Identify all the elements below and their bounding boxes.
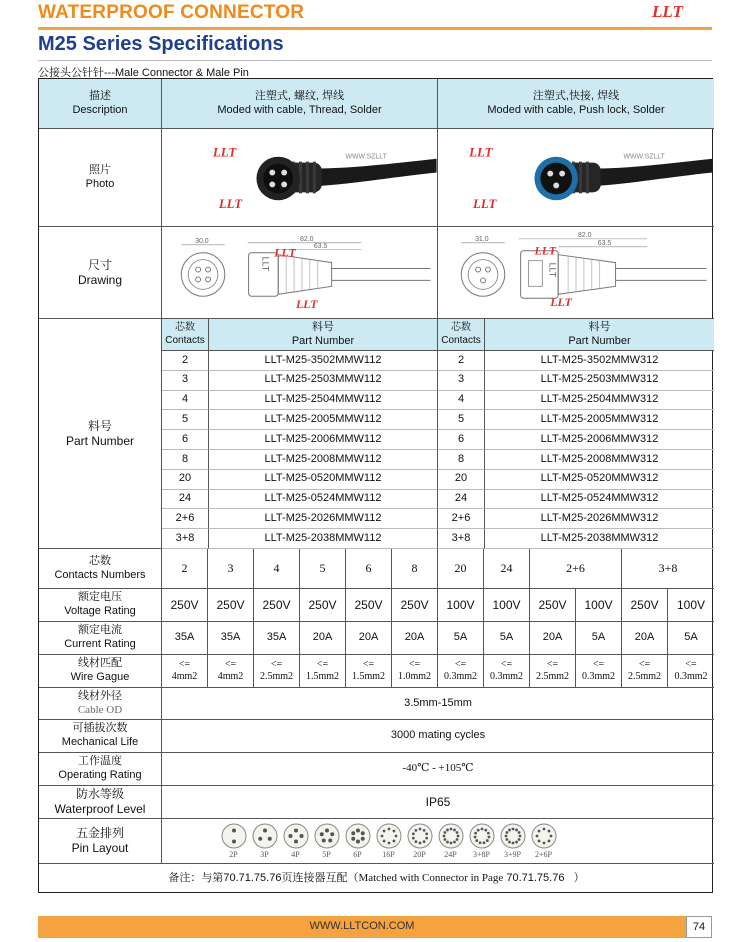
page-number: 74 [686, 916, 712, 938]
voltage-cell: 250V [346, 589, 392, 622]
drawing-pushlock [438, 227, 714, 319]
photo-thread [162, 129, 438, 227]
wire-cell: <= 2.5mm2 [254, 655, 300, 688]
contacts-number-cell: 6 [346, 549, 392, 589]
contacts-number-cell: 3 [208, 549, 254, 589]
part-number-label: 料号 Part Number [39, 319, 162, 549]
wire-cell: <= 4mm2 [208, 655, 254, 688]
wire-cell: <= 1.5mm2 [346, 655, 392, 688]
pin-layout-item [468, 823, 495, 860]
logo-text: LLT [652, 2, 683, 21]
contacts-cell-right: 3 [438, 371, 485, 391]
contacts-number-cell: 5 [300, 549, 346, 589]
svg-text:82.0: 82.0 [299, 235, 313, 243]
series-title: M25 Series Specifications [38, 33, 284, 55]
pin-layout-diagram [500, 823, 526, 849]
svg-text:LLT: LLT [218, 197, 242, 212]
pin-layout-label-text: 24P [444, 849, 457, 859]
current-cell: 5A [438, 622, 484, 655]
svg-text:WWW.SZLLT: WWW.SZLLT [623, 153, 665, 161]
pin-layout-label-text: 3+9P [504, 849, 521, 859]
pin-layout-diagram [314, 823, 340, 849]
mech-life-label: 可插拔次数 Mechanical Life [39, 720, 162, 753]
voltage-label: 额定电压 Voltage Rating [39, 589, 162, 622]
contacts-number-cell: 24 [484, 549, 530, 589]
part-number-cell-left: LLT-M25-2006MMW112 [209, 430, 438, 450]
pin-layout-diagram [252, 823, 278, 849]
svg-text:31.0: 31.0 [475, 235, 489, 243]
footer-bar [38, 916, 686, 938]
pn-header-left: 料号 Part Number [209, 319, 438, 351]
part-number-cell-right: LLT-M25-2503MMW312 [485, 371, 714, 391]
pin-layout-item [406, 823, 433, 860]
pin-layout-diagram [345, 823, 371, 849]
contacts-cell-right: 2+6 [438, 509, 485, 529]
pin-layout-diagram [376, 823, 402, 849]
dimension-drawing-pushlock [438, 227, 714, 318]
pin-layout-label-text: 3P [260, 849, 269, 859]
svg-text:30.0: 30.0 [194, 237, 209, 245]
top-title: WATERPROOF CONNECTOR [38, 2, 305, 23]
pin-layout-label-text: 4P [291, 849, 300, 859]
current-cell: 20A [530, 622, 576, 655]
photo-pushlock [438, 129, 714, 227]
pin-layout-label-text: 20P [413, 849, 426, 859]
voltage-cell: 100V [438, 589, 484, 622]
svg-text:LLT: LLT [212, 145, 236, 160]
part-number-cell-left: LLT-M25-2503MMW112 [209, 371, 438, 391]
svg-text:LLT: LLT [259, 256, 270, 272]
svg-text:63.5: 63.5 [597, 239, 612, 247]
pin-layout-item [220, 823, 247, 860]
contacts-number-cell: 20 [438, 549, 484, 589]
contacts-cell-right: 4 [438, 391, 485, 411]
col2-header: 注塑式,快接, 焊线 Moded with cable, Push lock, Solder [438, 79, 714, 129]
voltage-cell: 250V [208, 589, 254, 622]
dimension-drawing-thread [162, 227, 438, 318]
contacts-cell-left: 4 [162, 391, 209, 411]
svg-text:LLT: LLT [547, 262, 558, 278]
voltage-cell: 100V [576, 589, 622, 622]
pin-layout-item [313, 823, 340, 860]
part-number-cell-left: LLT-M25-2026MMW112 [209, 509, 438, 529]
wire-cell: <= 0.3mm2 [484, 655, 530, 688]
voltage-cell: 250V [622, 589, 668, 622]
pin-layout-label-text: 2P [229, 849, 238, 859]
contacts-number-cell: 3+8 [622, 549, 714, 589]
contacts-cell-right: 8 [438, 450, 485, 470]
pin-layout-label-text: 3+8P [473, 849, 490, 859]
footer-url[interactable]: WWW.LLTCON.COM [309, 920, 415, 932]
col1-header: 注塑式, 螺纹, 焊线 Moded with cable, Thread, Solder [162, 79, 438, 129]
current-cell: 35A [208, 622, 254, 655]
op-rating-label: 工作温度 Operating Rating [39, 753, 162, 786]
connector-photo-pushlock [438, 129, 714, 226]
pin-layout-diagram [469, 823, 495, 849]
pin-layout-diagram [221, 823, 247, 849]
svg-text:LLT: LLT [469, 145, 493, 160]
part-number-cell-right: LLT-M25-3502MMW312 [485, 351, 714, 371]
voltage-cell: 250V [392, 589, 438, 622]
spec-table [38, 78, 713, 893]
contacts-cell-left: 5 [162, 410, 209, 430]
voltage-cell: 100V [484, 589, 530, 622]
voltage-cell: 250V [162, 589, 208, 622]
pin-layout-diagram [438, 823, 464, 849]
contacts-cell-left: 2+6 [162, 509, 209, 529]
svg-text:63.5: 63.5 [313, 242, 327, 250]
contacts-cell-right: 2 [438, 351, 485, 371]
current-cell: 20A [300, 622, 346, 655]
pin-layout-item [499, 823, 526, 860]
pin-layout-label-text: 16P [382, 849, 395, 859]
svg-text:LLT: LLT [273, 245, 296, 260]
current-cell: 20A [346, 622, 392, 655]
contacts-number-cell: 8 [392, 549, 438, 589]
part-number-cell-right: LLT-M25-2008MMW312 [485, 450, 714, 470]
current-cell: 20A [392, 622, 438, 655]
voltage-cell: 250V [300, 589, 346, 622]
part-number-cell-left: LLT-M25-2005MMW112 [209, 410, 438, 430]
wire-cell: <= 0.3mm2 [668, 655, 714, 688]
contacts-cell-left: 24 [162, 490, 209, 510]
part-number-cell-right: LLT-M25-2026MMW312 [485, 509, 714, 529]
waterproof-label: 防水等级 Waterproof Level [39, 786, 162, 819]
voltage-cell: 250V [530, 589, 576, 622]
waterproof-value: IP65 [162, 786, 714, 819]
pin-layout-item [530, 823, 557, 860]
drawing-thread [162, 227, 438, 319]
drawing-label: 尺寸 Drawing [39, 227, 162, 319]
current-cell: 35A [254, 622, 300, 655]
wire-cell: <= 0.3mm2 [438, 655, 484, 688]
contacts-cell-right: 3+8 [438, 529, 485, 549]
pin-layout-item [282, 823, 309, 860]
contacts-numbers-label: 芯数 Contacts Numbers [39, 549, 162, 589]
part-number-cell-right: LLT-M25-0524MMW312 [485, 490, 714, 510]
contacts-header-left: 芯数 Contacts [162, 319, 209, 351]
contacts-cell-right: 24 [438, 490, 485, 510]
wire-cell: <= 0.3mm2 [576, 655, 622, 688]
contacts-number-cell: 4 [254, 549, 300, 589]
wire-cell: <= 2.5mm2 [622, 655, 668, 688]
wire-cell: <= 1.0mm2 [392, 655, 438, 688]
part-number-cell-left: LLT-M25-2008MMW112 [209, 450, 438, 470]
part-number-cell-left: LLT-M25-2504MMW112 [209, 391, 438, 411]
part-number-cell-left: LLT-M25-0520MMW112 [209, 470, 438, 490]
voltage-cell: 100V [668, 589, 714, 622]
contacts-cell-left: 6 [162, 430, 209, 450]
svg-text:82.0: 82.0 [577, 231, 592, 239]
pin-layout-label: 五金排列 Pin Layout [39, 819, 162, 864]
contacts-number-cell: 2 [162, 549, 208, 589]
matching-note: 备注：与第 70.71.75.76 页连接器互配（Matched with Connector in Page 70.71.75.76 ） [168, 872, 585, 885]
series-rule [38, 60, 712, 61]
contacts-cell-right: 5 [438, 410, 485, 430]
part-number-cell-left: LLT-M25-3502MMW112 [209, 351, 438, 371]
contacts-cell-left: 2 [162, 351, 209, 371]
contacts-number-cell: 2+6 [530, 549, 622, 589]
part-number-cell-right: LLT-M25-2006MMW312 [485, 430, 714, 450]
connector-photo-thread [162, 129, 438, 226]
mech-life-value: 3000 mating cycles [162, 720, 714, 753]
current-label: 额定电流 Current Rating [39, 622, 162, 655]
current-cell: 35A [162, 622, 208, 655]
svg-text:LLT: LLT [473, 197, 497, 212]
contacts-cell-right: 6 [438, 430, 485, 450]
pin-layout-diagram [531, 823, 557, 849]
pin-layout-label-text: 2+6P [535, 849, 552, 859]
svg-text:LLT: LLT [550, 295, 572, 310]
pin-layout-diagrams [162, 819, 714, 864]
current-cell: 5A [576, 622, 622, 655]
current-cell: 5A [484, 622, 530, 655]
pin-layout-item [437, 823, 464, 860]
cable-od-label: 线材外径 Cable OD [39, 688, 162, 720]
svg-text:WWW.SZLLT: WWW.SZLLT [345, 153, 387, 161]
llt-logo [648, 0, 712, 22]
contacts-cell-left: 3 [162, 371, 209, 391]
part-number-cell-left: LLT-M25-0524MMW112 [209, 490, 438, 510]
contacts-cell-left: 8 [162, 450, 209, 470]
wire-cell: <= 4mm2 [162, 655, 208, 688]
contacts-cell-left: 20 [162, 470, 209, 490]
pin-layout-label-text: 5P [322, 849, 331, 859]
current-cell: 5A [668, 622, 714, 655]
cable-od-value: 3.5mm-15mm [162, 688, 714, 720]
pin-layout-label-text: 6P [353, 849, 362, 859]
part-number-cell-left: LLT-M25-2038MMW112 [209, 529, 438, 549]
svg-text:LLT: LLT [534, 243, 556, 258]
description-label: 描述 Description [39, 79, 162, 129]
contacts-cell-left: 3+8 [162, 529, 209, 549]
contacts-header-right: 芯数 Contacts [438, 319, 485, 351]
wire-label: 线材匹配 Wire Gague [39, 655, 162, 688]
part-number-cell-right: LLT-M25-2038MMW312 [485, 529, 714, 549]
wire-cell: <= 2.5mm2 [530, 655, 576, 688]
pin-layout-item [375, 823, 402, 860]
part-number-cell-right: LLT-M25-0520MMW312 [485, 470, 714, 490]
part-number-cell-right: LLT-M25-2504MMW312 [485, 391, 714, 411]
pn-header-right: 料号 Part Number [485, 319, 714, 351]
svg-text:LLT: LLT [295, 297, 318, 312]
pin-layout-item [251, 823, 278, 860]
wire-cell: <= 1.5mm2 [300, 655, 346, 688]
pin-layout-diagram [407, 823, 433, 849]
pin-layout-item [344, 823, 371, 860]
photo-label: 照片 Photo [39, 129, 162, 227]
contacts-cell-right: 20 [438, 470, 485, 490]
pin-layout-diagram [283, 823, 309, 849]
voltage-cell: 250V [254, 589, 300, 622]
subtitle: 公接头公针针---Male Connector & Male Pin [38, 67, 249, 79]
current-cell: 20A [622, 622, 668, 655]
part-number-cell-right: LLT-M25-2005MMW312 [485, 410, 714, 430]
op-rating-value: -40℃ - +105℃ [162, 753, 714, 786]
top-rule [38, 27, 712, 30]
